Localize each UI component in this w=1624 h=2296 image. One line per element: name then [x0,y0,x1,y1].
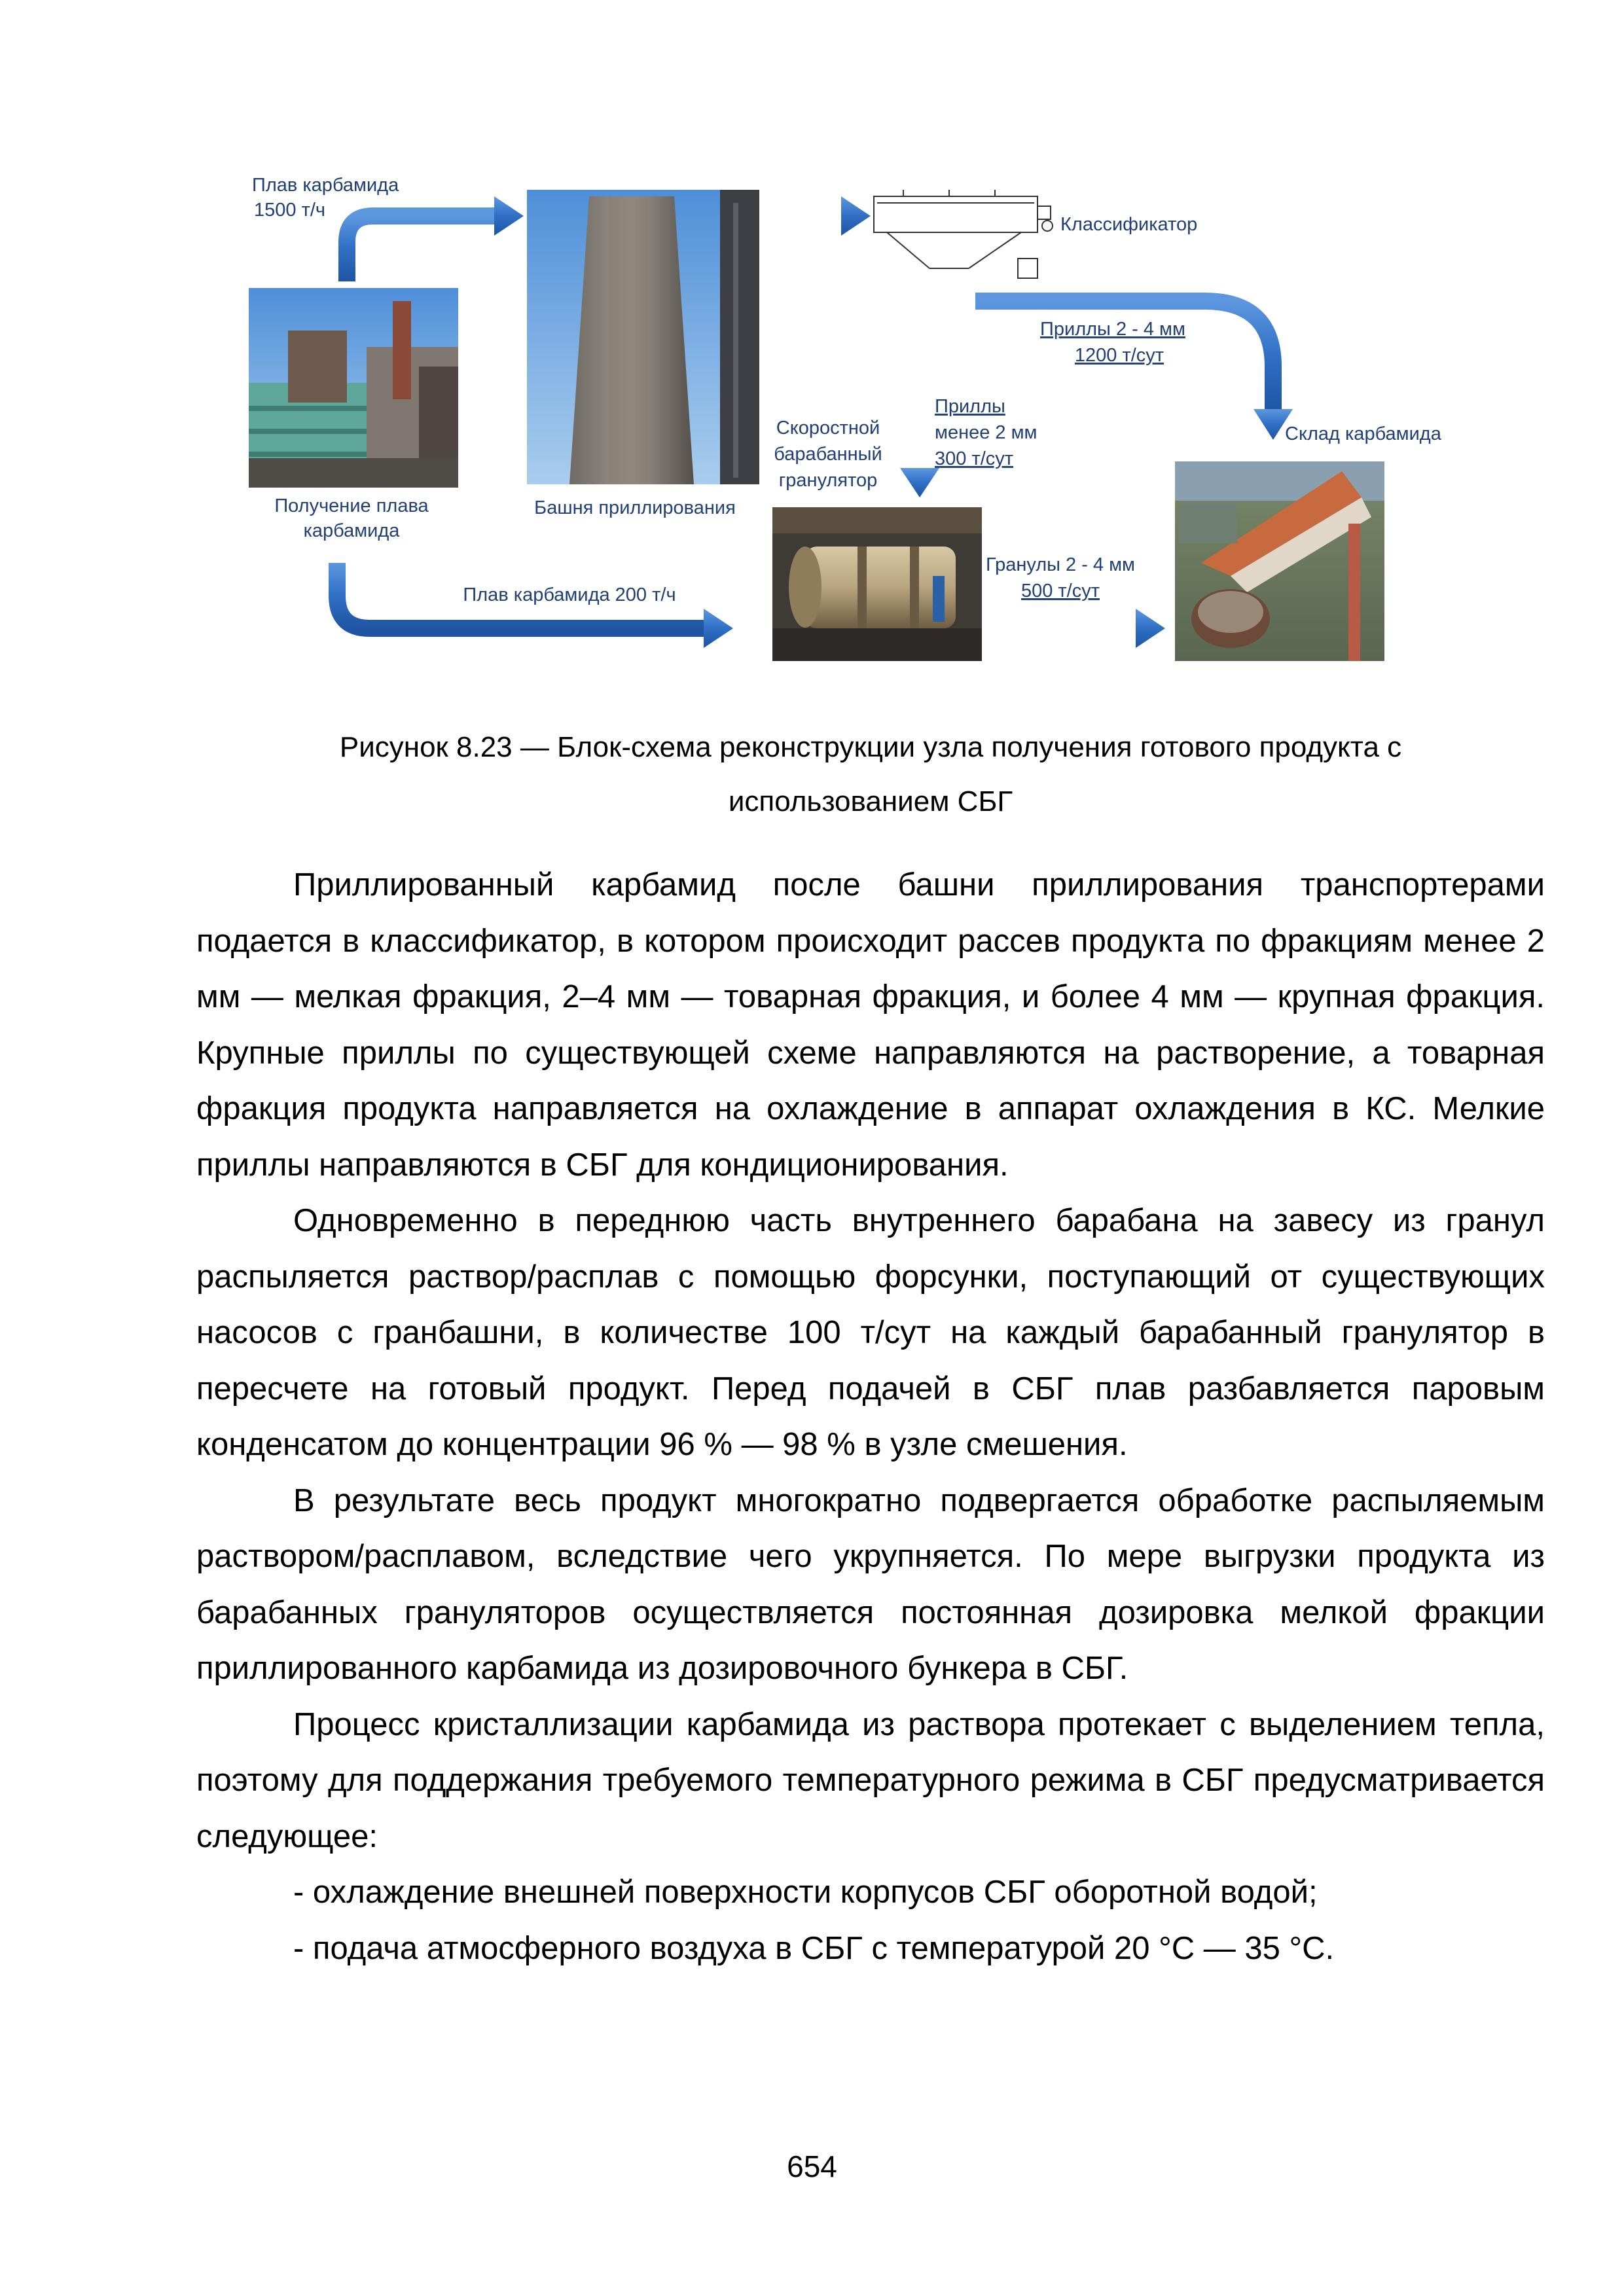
granulator-photo [772,507,982,661]
label-melt-top-2: 1500 т/ч [254,200,326,221]
label-prills-small-1: Приллы [935,396,1005,417]
paragraph-2: Одновременно в переднюю часть внутреннего барабана на завесу из гранул распыляется раствор/расплав с помощью форсунки, поступающий от существующих насосов с гранбашни, в количестве 100 т/сут на каждый барабанный гранулятор в пересчете на готовый продукт. Перед подачей в СБГ плав разбавляется паровым конденсатом до концентрации 96 % — 98 % в узле смешения. [196,1203,1545,1462]
label-melt-prod-1: Получение плава [274,495,429,516]
flow-diagram [0,0,1624,707]
label-granules-1: Гранулы 2 - 4 мм [986,554,1135,575]
plant-photo [249,288,458,488]
paragraph-4: Процесс кристаллизации карбамида из раствора протекает с выделением тепла, поэтому для поддержания требуемого температурного режима в СБГ предусматривается следующее: [196,1706,1545,1854]
arrowhead-warehouse-side [1136,609,1165,648]
list-item: - подача атмосферного воздуха в СБГ с температурой 20 °С — 35 °С. [293,1930,1335,1966]
label-classifier: Классификатор [1060,214,1198,235]
body-text [196,857,1545,1977]
label-melt-top-1: Плав карбамида [252,175,399,196]
label-granulator-1: Скоростной [776,418,880,439]
label-prills-small-2: менее 2 мм [935,422,1038,443]
label-granulator-3: гранулятор [778,470,878,491]
arrowhead-tower [494,196,524,236]
label-granules-2: 500 т/сут [1020,581,1100,601]
caption-line-2: использованием СБГ [728,785,1013,817]
arrowhead-granulator [900,468,939,497]
tower-photo [527,190,759,484]
arrowhead-granulator-left [704,609,733,648]
label-warehouse: Склад карбамида [1285,423,1441,444]
caption-line-1: Рисунок 8.23 — Блок-схема реконструкции узла получения готового продукта с [339,731,1402,763]
label-granulator-2: барабанный [774,444,882,465]
page-number: 654 [787,2149,837,2183]
label-tower: Башня приллирования [534,497,736,518]
label-prills-big-1: Приллы 2 - 4 мм [1040,319,1185,340]
label-melt-prod-2: карбамида [303,520,400,541]
label-melt-bottom: Плав карбамида 200 т/ч [463,584,676,605]
warehouse-photo [1175,461,1384,661]
paragraph-3: В результате весь продукт многократно подвергается обработке распыляемым раствором/расплавом, вследствие чего укрупняется. По мере выгрузки продукта из барабанных грануляторов осуществляется постоянная дозировка мелкой фракции приллированного карбамида из дозировочного бункера в СБГ. [196,1482,1545,1686]
arrowhead-classifier [841,196,871,236]
label-prills-big-2: 1200 т/сут [1074,345,1164,366]
figure-caption [249,720,1492,829]
label-prills-small-3: 300 т/сут [935,448,1014,469]
classifier-drawing [874,190,1053,278]
list-item: - охлаждение внешней поверхности корпусов СБГ оборотной водой; [293,1874,1318,1910]
arrow-melt-to-tower [347,216,497,281]
paragraph-1: Приллированный карбамид после башни приллирования транспортерами подается в классификатор, в котором происходит рассев продукта по фракциям менее 2 мм — мелкая фракция, 2–4 мм — товарная фракция, и более 4 мм — крупная фракция. Крупные приллы по существующей схеме направляются на растворение, а товарная фракция продукта направляется на охлаждение в аппарат охлаждения в КС. Мелкие приллы направляются в СБГ для кондиционирования. [196,867,1545,1183]
